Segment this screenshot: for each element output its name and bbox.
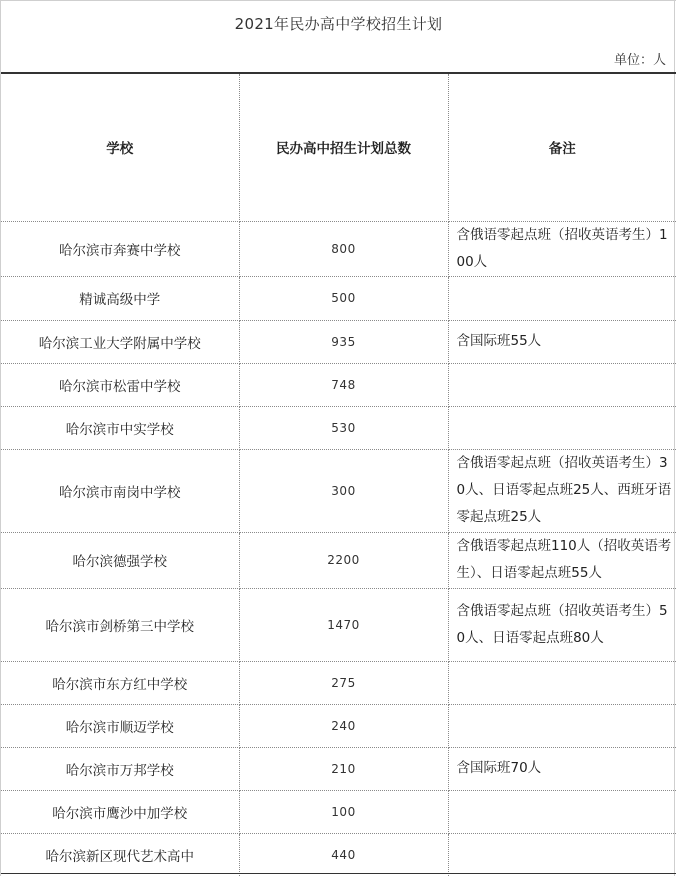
table-row <box>1 221 676 276</box>
column-header-note: 备注 <box>448 74 676 221</box>
table-header-row <box>1 74 676 221</box>
table-row <box>1 449 676 532</box>
note-cell <box>448 406 676 449</box>
note-cell: 含俄语零起点班110人（招收英语考生）、日语零起点班55人 <box>448 532 676 588</box>
count-cell: 440 <box>239 833 448 876</box>
school-cell: 哈尔滨市奔赛中学校 <box>1 221 239 276</box>
count-cell: 275 <box>239 661 448 704</box>
note-cell <box>448 790 676 833</box>
count-cell: 500 <box>239 276 448 320</box>
school-cell: 哈尔滨市鹰沙中加学校 <box>1 790 239 833</box>
table-row <box>1 833 676 876</box>
table-row <box>1 320 676 363</box>
school-cell: 哈尔滨德强学校 <box>1 532 239 588</box>
school-cell: 哈尔滨市顺迈学校 <box>1 704 239 747</box>
count-cell: 800 <box>239 221 448 276</box>
count-cell: 935 <box>239 320 448 363</box>
note-cell: 含国际班55人 <box>448 320 676 363</box>
column-header-total: 民办高中招生计划总数 <box>239 74 448 221</box>
note-cell: 含俄语零起点班（招收英语考生）100人 <box>448 221 676 276</box>
unit-label: 单位：人 <box>613 53 666 68</box>
table-row <box>1 588 676 661</box>
note-cell: 含俄语零起点班（招收英语考生）50人、日语零起点班80人 <box>448 588 676 661</box>
note-cell <box>448 704 676 747</box>
count-cell: 2200 <box>239 532 448 588</box>
count-cell: 748 <box>239 363 448 406</box>
table-row <box>1 790 676 833</box>
table-row <box>1 661 676 704</box>
school-cell: 精诚高级中学 <box>1 276 239 320</box>
enrollment-plan-table <box>1 74 676 876</box>
school-cell: 哈尔滨市南岗中学校 <box>1 449 239 532</box>
note-cell: 含俄语零起点班（招收英语考生）30人、日语零起点班25人、西班牙语零起点班25人 <box>448 449 676 532</box>
table-row <box>1 363 676 406</box>
table-row <box>1 532 676 588</box>
school-cell: 哈尔滨新区现代艺术高中 <box>1 833 239 876</box>
count-cell: 1470 <box>239 588 448 661</box>
school-cell: 哈尔滨市中实学校 <box>1 406 239 449</box>
note-cell <box>448 833 676 876</box>
note-cell: 含国际班70人 <box>448 747 676 790</box>
page-title: 2021年民办高中学校招生计划 <box>234 15 443 33</box>
school-cell: 哈尔滨市松雷中学校 <box>1 363 239 406</box>
bottom-rule <box>1 873 676 876</box>
school-cell: 哈尔滨市东方红中学校 <box>1 661 239 704</box>
column-header-school: 学校 <box>1 74 239 221</box>
table-row <box>1 406 676 449</box>
table-row <box>1 276 676 320</box>
count-cell: 300 <box>239 449 448 532</box>
table-row <box>1 704 676 747</box>
count-cell: 210 <box>239 747 448 790</box>
table-row <box>1 747 676 790</box>
note-cell <box>448 661 676 704</box>
title-block <box>1 0 676 74</box>
count-cell: 240 <box>239 704 448 747</box>
note-cell <box>448 363 676 406</box>
count-cell: 530 <box>239 406 448 449</box>
school-cell: 哈尔滨市剑桥第三中学校 <box>1 588 239 661</box>
count-cell: 100 <box>239 790 448 833</box>
school-cell: 哈尔滨市万邦学校 <box>1 747 239 790</box>
school-cell: 哈尔滨工业大学附属中学校 <box>1 320 239 363</box>
note-cell <box>448 276 676 320</box>
